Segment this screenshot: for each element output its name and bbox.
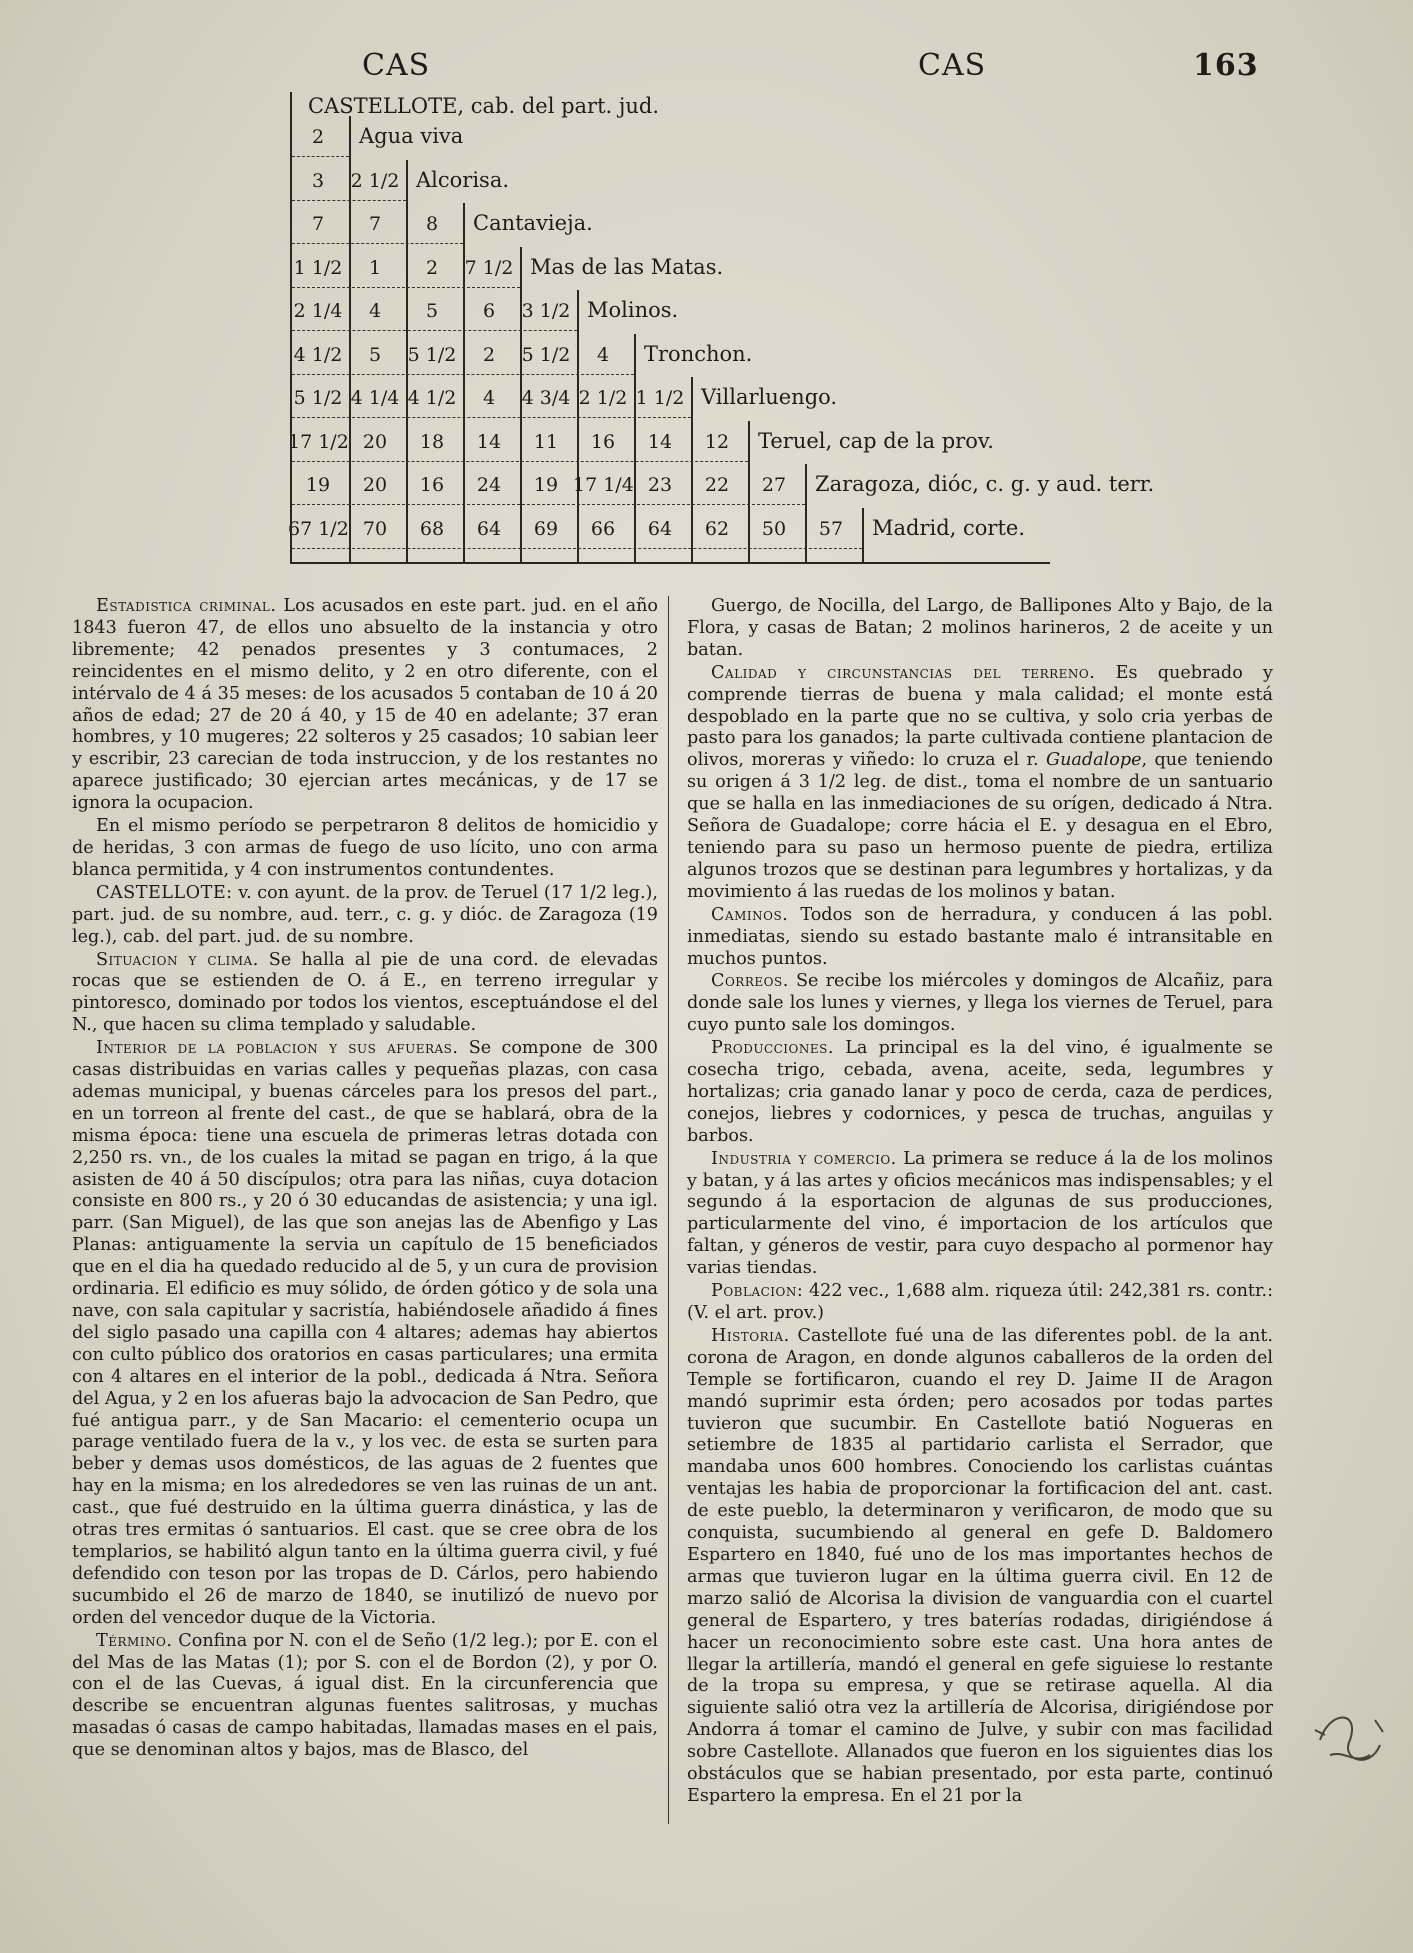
distance-cell: 7 [368, 213, 382, 235]
distance-cell: 1 [368, 256, 382, 279]
distance-cell: 20 [362, 430, 388, 453]
section-rubric: Término. [96, 1630, 173, 1651]
distance-cell: 5 [368, 343, 382, 366]
paragraph [72, 1038, 658, 1629]
distance-cell: 70 [362, 517, 388, 540]
distance-cell: 11 [533, 430, 559, 453]
river-name: Guadalope [1046, 750, 1142, 771]
distance-cell: 4 [368, 300, 382, 322]
paragraph-text: En el mismo período se perpetraron 8 delitos de homicidio y de heridas, 3 con armas de fuego de uso lícito, uno con arma blanca permitida, y 4 con instrumentos contundentes. [72, 816, 658, 880]
town-label: Molinos. [587, 298, 679, 322]
paragraph-text: Todos son de herradura, y conducen á las pobl. inmediatas, siendo su estado bastante malo é intransitable en muchos puntos. [687, 904, 1273, 969]
paragraph [687, 596, 1273, 662]
paragraph [687, 1038, 1273, 1148]
distance-table-title: CASTELLOTE, cab. del part. jud. [308, 94, 660, 118]
table-rule-horizontal [292, 243, 463, 244]
table-rule-horizontal [292, 200, 406, 201]
distance-cell: 4 1/2 [407, 387, 457, 409]
paragraph [72, 950, 658, 1038]
table-rule-vertical [862, 508, 864, 563]
distance-cell: 67 1/2 [288, 517, 349, 540]
distance-cell: 5 1/2 [293, 387, 343, 409]
paragraph-text: Se compone de 300 casas distribuidas en varias calles y pequeñas plazas, con casa ademas municipal, y buenas cárceles para los presos del part., en un torreon al frente del cast., de que se hablará, obra de la misma época: tiene una escuela de primeras letras dotada con 2,250 rs. vn., de los cuales la mitad se pagan en trigo, á la que asisten de 40 á 50 discípulos; otra para las niñas, cuya dotacion consiste en 800 rs., y 20 ó 30 educandas de asistencia; y una igl. parr. (San Miguel), de las que son anejas las de Abenfigo y Las Planas: antiguamente la servia un capítulo de 15 beneficiados que en el dia ha quedado reducido al de 5, y un cura de provision ordinaria. El edificio es muy sólido, de órden gótico y de sola una nave, con sala capitular y sacristía, habiéndosele añadido á fines del siglo pasado una capilla con 4 altares; ademas hay abiertos con culto público dos oratorios en casas particulares; una ermita con 4 altares en el interior de la pobl., dedicada á Ntra. Señora del Agua, y 2 en los afueras bajo la advocacion de San Pedro, que fué antigua parr., y de San Macario: el cementerio ocupa un parage ventilado fuera de la v., y los vec. de esta se surten para beber y demas usos domésticos, de las aguas de 2 fuentes que hay en la misma; en los alrededores se ven las ruinas de un ant. cast., que fué destruido en la última guerra dinástica, y las de otras tres ermitas ó santuarios. El cast. que se cree obra de los templarios, se habilitó algun tanto en la última guerra civil, y fué defendido con teson por las tropas de D. Cárlos, pero habiendo sucumbido el 26 de marzo de 1840, se inutilizó de nuevo por orden del vencedor duque de la Victoria. [72, 1038, 658, 1628]
paragraph-text: Es quebrado y comprende tierras de buena y mala calidad; el monte está despoblado en la parte que no se cultiva, y solo cria yerbas de pasto para los ganados; la parte cultivada contiene plantacion de olivos, moreras y viñedo: lo cruza el r. [687, 662, 1273, 771]
distance-cell: 66 [590, 517, 616, 540]
table-rule-horizontal [292, 330, 577, 331]
paragraph [687, 1326, 1273, 1808]
section-rubric: Estadistica criminal. [96, 596, 277, 616]
distance-cell: 27 [761, 474, 787, 496]
distance-cell: 3 1/2 [521, 300, 571, 322]
paragraph [72, 816, 658, 882]
table-rule-horizontal [292, 461, 748, 462]
paragraph [687, 905, 1273, 971]
handwritten-mark [1300, 1700, 1400, 1780]
distance-cell: 6 [482, 300, 496, 322]
town-label: Madrid, corte. [872, 515, 1025, 540]
table-rule-vertical [290, 92, 292, 562]
distance-cell: 4 [596, 343, 610, 366]
town-label: Cantavieja. [473, 211, 593, 235]
paragraph-text: Castellote fué una de las diferentes pobl. de la ant. corona de Aragon, en donde algunos caballeros de la orden del Temple se fortificaron, cuando el rey D. Jaime II de Aragon mandó suprimir esta órden; pero acosados por todas partes tuvieron que sucumbir. En Castellote batió Nogueras en setiembre de 1835 al partidario carlista el Serrador, que mandaba unos 600 hombres. Conociendo los carlistas cuántas ventajas les habia de proporcionar la fortificacion del ant. cast. de este pueblo, la determinaron y verificaron, de modo que su conquista, sucumbiendo al general en gefe D. Baldomero Espartero en 1840, fué uno de los mas importantes hechos de armas que tuvieron lugar en la última guerra civil. En 12 de marzo salió de Alcorisa la division de vanguardia con el cuartel general de Espartero, y tres baterías rodadas, dirigiéndose á hacer un reconocimiento sobre este cast. Una hora antes de llegar la artillería, mandó el general en gefe siguiese lo restante de la tropa su empresa, y que se retirase aquella. Al dia siguiente salió otra vez la artillería de Alcorisa, dirigiéndose por Andorra á tomar el camino de Julve, y subir con mas facilidad sobre Castellote. Allanados que fueron en los siguientes dias los obstáculos que se habian presentado, por esta parte, continuó Espartero la empresa. En el 21 por la [687, 1325, 1273, 1806]
right-text-column [687, 596, 1273, 1809]
distance-cell: 2 [425, 256, 439, 279]
distance-cell: 57 [818, 517, 844, 540]
table-rule-horizontal [292, 548, 862, 549]
paragraph [687, 1281, 1273, 1325]
table-rule-horizontal [292, 504, 805, 505]
distance-cell: 2 1/2 [350, 169, 400, 192]
distance-cell: 4 1/4 [350, 387, 400, 409]
distance-cell: 2 [482, 343, 496, 366]
distance-cell: 7 [311, 213, 325, 235]
table-rule-bottom [290, 562, 1050, 564]
distance-cell: 17 1/4 [573, 474, 634, 496]
distance-cell: 24 [476, 474, 502, 496]
section-rubric: Industria y comercio. [711, 1148, 897, 1169]
paragraph [687, 971, 1273, 1037]
distance-cell: 4 3/4 [521, 387, 571, 409]
section-rubric: Historia. [711, 1325, 790, 1346]
distance-cell: 23 [647, 474, 673, 496]
paragraph [72, 596, 658, 815]
section-rubric: Producciones. [711, 1038, 834, 1059]
paragraph-text: Guergo, de Nocilla, del Largo, de Ballipones Alto y Bajo, de la Flora, y casas de Batan; 2 molinos harineros, 2 de aceite y un batan. [687, 596, 1273, 660]
distance-cell: 5 [425, 300, 439, 322]
distance-cell: 69 [533, 517, 559, 540]
left-text-column [72, 596, 658, 1763]
paragraph-text: 422 vec., 1,688 alm. riqueza útil: 242,381 rs. contr.: (V. el art. prov.) [687, 1281, 1273, 1323]
section-rubric: Caminos. [711, 904, 789, 925]
section-rubric: Calidad y circunstancias del terreno. [711, 662, 1096, 683]
distance-table [288, 92, 1155, 572]
distance-cell: 12 [704, 430, 730, 453]
paragraph-text: v. con ayunt. de la prov. de Teruel (17 1/2 leg.), part. jud. de su nombre, aud. terr., c. g. y dióc. de Zaragoza (19 leg.), cab. del part. jud. de su nombre. [72, 882, 658, 947]
town-label: Alcorisa. [416, 167, 510, 192]
distance-cell: 2 1/2 [578, 387, 628, 409]
table-rule-horizontal [292, 417, 691, 418]
running-head-left: CAS [362, 48, 431, 83]
town-label: Villarluengo. [701, 385, 838, 409]
paragraph-text: La principal es la del vino, é igualmente se cosecha trigo, cebada, avena, aceite, seda, legumbres y hortalizas; cria ganado lanar y poco de cerda, caza de perdices, conejos, liebres y codornices, y pesca de truchas, anguilas y barbos. [687, 1038, 1273, 1146]
page-number: 163 [1193, 48, 1259, 83]
distance-cell: 18 [419, 430, 445, 453]
town-label: Tronchon. [644, 341, 753, 366]
distance-cell: 20 [362, 474, 388, 496]
section-rubric: CASTELLOTE: [96, 882, 233, 903]
town-label: Agua viva [359, 124, 464, 148]
paragraph-text: Se halla al pie de una cord. de elevadas rocas que se estienden de O. á E., en terreno irregular y pintoresco, dominado por todos los vientos, esceptuándose el del N., que hacen su clima templado y saludable. [72, 949, 659, 1036]
town-label: Teruel, cap de la prov. [758, 428, 994, 453]
paragraph [687, 1149, 1273, 1280]
town-label: Mas de las Matas. [530, 254, 724, 279]
running-head-center: CAS [918, 48, 987, 83]
distance-cell: 1 1/2 [635, 387, 685, 409]
distance-cell: 7 1/2 [464, 256, 514, 279]
distance-cell: 64 [476, 517, 502, 540]
distance-cell: 2 [311, 126, 325, 148]
paragraph-text: La primera se reduce á la de los molinos y batan, y á las artes y oficios mecánicos mas indispensables; y el segundo á la esportacion de algunas de sus producciones, particularmente del vino, é importacion de los artículos que faltan, y géneros de vestir, para cuyo despacho al pormenor hay varias tiendas. [687, 1148, 1273, 1279]
distance-cell: 64 [647, 517, 673, 540]
distance-cell: 2 1/4 [293, 300, 343, 322]
distance-cell: 62 [704, 517, 730, 540]
table-rule-horizontal [292, 287, 520, 288]
paragraph [72, 1631, 658, 1762]
column-divider [668, 596, 669, 1824]
distance-cell: 68 [419, 517, 445, 540]
town-label: Zaragoza, dióc, c. g. y aud. terr. [815, 472, 1155, 496]
distance-cell: 17 1/2 [288, 430, 349, 453]
distance-cell: 5 1/2 [521, 343, 571, 366]
table-rule-horizontal [292, 156, 349, 157]
distance-cell: 3 [311, 169, 325, 192]
distance-cell: 4 [482, 387, 496, 409]
paragraph-text: Confina por N. con el de Seño (1/2 leg.); por E. con el del Mas de las Matas (1); por S. con el de Bordon (2), y por O. con el de las Cuevas, á igual dist. En la circunferencia que describe se encuentran algunas fuentes salitrosas, y muchas masadas ó casas de campo habitadas, llamadas mases en el pais, que se denominan altos y bajos, mas de Blasco, del [72, 1630, 658, 1761]
section-rubric: Situacion y clima. [96, 949, 259, 970]
distance-cell: 8 [425, 213, 439, 235]
table-rule-horizontal [292, 374, 634, 375]
distance-cell: 19 [305, 474, 331, 496]
distance-cell: 5 1/2 [407, 343, 457, 366]
distance-cell: 14 [476, 430, 502, 453]
distance-cell: 16 [419, 474, 445, 496]
paragraph-text: Se recibe los miércoles y domingos de Alcañiz, para donde sale los lunes y viernes, y llega los viernes de Teruel, para cuyo punto sale los domingos. [687, 971, 1273, 1036]
distance-cell: 1 1/2 [293, 256, 343, 279]
distance-cell: 4 1/2 [293, 343, 343, 366]
section-rubric: Interior de la poblacion y sus afueras. [96, 1038, 459, 1059]
paragraph-text: Los acusados en este part. jud. en el año 1843 fueron 47, de ellos uno absuelto de la instancia y otro libremente; 42 penados presentes y 3 contumaces, 2 reincidentes en el mismo delito, y 2 en otro diferente, con el intérvalo de 4 á 35 meses: de los acusados 5 contaban de 10 á 20 años de edad; 27 de 20 á 40, y 15 de 40 en adelante; 37 eran hombres, y 10 mugeres; 22 solteros y 25 casados; 10 sabian leer y escribir, 23 carecian de toda instruccion, y de los restantes no aparece justificado; 30 ejercian artes mecánicas, y de 17 se ignora la ocupacion. [72, 596, 658, 814]
paragraph-text: , que teniendo su origen á 3 1/2 leg. de dist., toma el nombre de un santuario que se halla en las inmediaciones de su orígen, dedicado á Ntra. Señora de Guadalope; corre hácia el E. y desagua en el Ebro, teniendo para su paso un hermoso puente de piedra, ertiliza algunos trozos que se destinan para legumbres y hortalizas, y da movimiento á las ruedas de los molinos y batan. [687, 750, 1273, 902]
distance-cell: 19 [533, 474, 559, 496]
distance-cell: 22 [704, 474, 730, 496]
paragraph [72, 883, 658, 949]
distance-cell: 14 [647, 430, 673, 453]
distance-cell: 16 [590, 430, 616, 453]
paragraph [687, 663, 1273, 904]
section-rubric: Poblacion: [711, 1281, 804, 1302]
distance-cell: 50 [761, 517, 787, 540]
section-rubric: Correos. [711, 971, 789, 992]
